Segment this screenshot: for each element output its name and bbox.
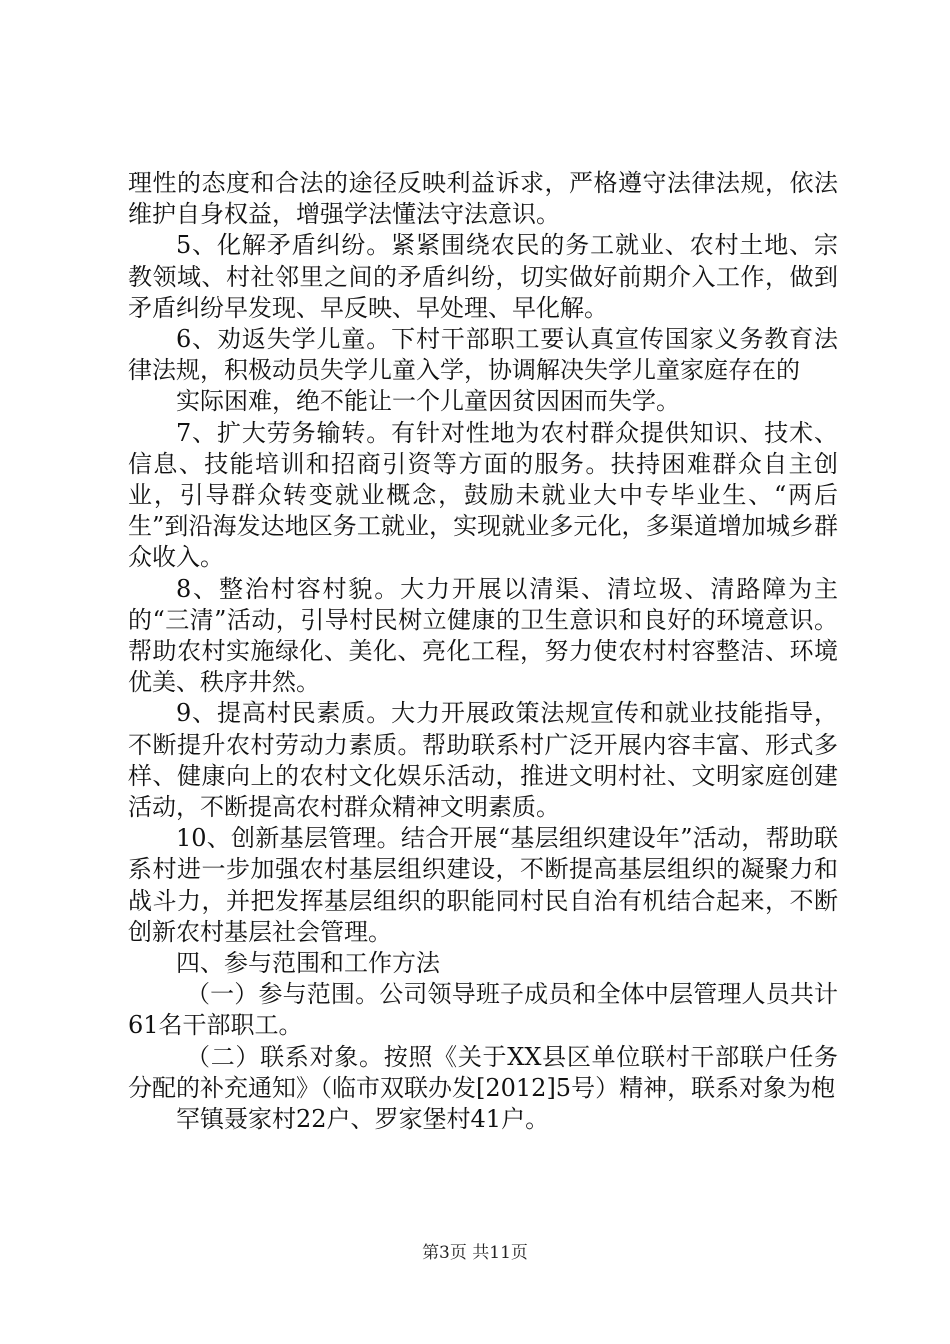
paragraph-item-5: 5、化解矛盾纠纷。紧紧围绕农民的务工就业、农村土地、宗教领域、村社邻里之间的矛盾纠纷，切实做好前期介入工作，做到矛盾纠纷早发现、早反映、早处理、早化解。 (128, 231, 838, 322)
paragraph-item-6-continued: 实际困难，绝不能让一个儿童因贫因困而失学。 (176, 387, 680, 416)
paragraph-item-7: 7、扩大劳务输转。有针对性地为农村群众提供知识、技术、信息、技能培训和招商引资等方面的服务。扶持困难群众自主创业，引导群众转变就业概念，鼓励未就业大中专毕业生、“两后生”到沿海发达地区务工就业，实现就业多元化，多渠道增加城乡群众收入。 (128, 418, 838, 572)
paragraph-item-6: 6、劝返失学儿童。下村干部职工要认真宣传国家义务教育法律法规，积极动员失学儿童入学，协调解决失学儿童家庭存在的 (128, 325, 838, 385)
paragraph-item-10: 10、创新基层管理。结合开展“基层组织建设年”活动，帮助联系村进一步加强农村基层组织建设，不断提高基层组织的凝聚力和战斗力，并把发挥基层组织的职能同村民自治有机结合起来，不断创新农村基层社会管理。 (128, 824, 838, 946)
paragraph-contact-targets-continued: 罕镇聂家村22户、罗家堡村41户。 (176, 1105, 550, 1134)
document-body (128, 168, 838, 1135)
paragraph-item-8: 8、整治村容村貌。大力开展以清渠、清垃圾、清路障为主的“三清”活动，引导村民树立健康的卫生意识和良好的环境意识。帮助农村实施绿化、美化、亮化工程，努力使农村村容整洁、环境优美、秩序井然。 (128, 574, 838, 697)
section-heading-4: 四、参与范围和工作方法 (176, 949, 440, 978)
page-footer: 第3页 共11页 (422, 1243, 528, 1263)
paragraph-contact-targets: （二）联系对象。按照《关于XX县区单位联村干部联户任务分配的补充通知》（临市双联办发[2012]5号）精神，联系对象为枹 (128, 1042, 838, 1102)
paragraph-item-9: 9、提高村民素质。大力开展政策法规宣传和就业技能指导，不断提升农村劳动力素质。帮助联系村广泛开展内容丰富、形式多样、健康向上的农村文化娱乐活动，推进文明村社、文明家庭创建活动，不断提高农村群众精神文明素质。 (128, 699, 838, 822)
paragraph-scope: （一）参与范围。公司领导班子成员和全体中层管理人员共计61名干部职工。 (128, 980, 838, 1040)
paragraph-continuation: 理性的态度和合法的途径反映利益诉求，严格遵守法律法规，依法维护自身权益，增强学法懂法守法意识。 (128, 169, 838, 229)
